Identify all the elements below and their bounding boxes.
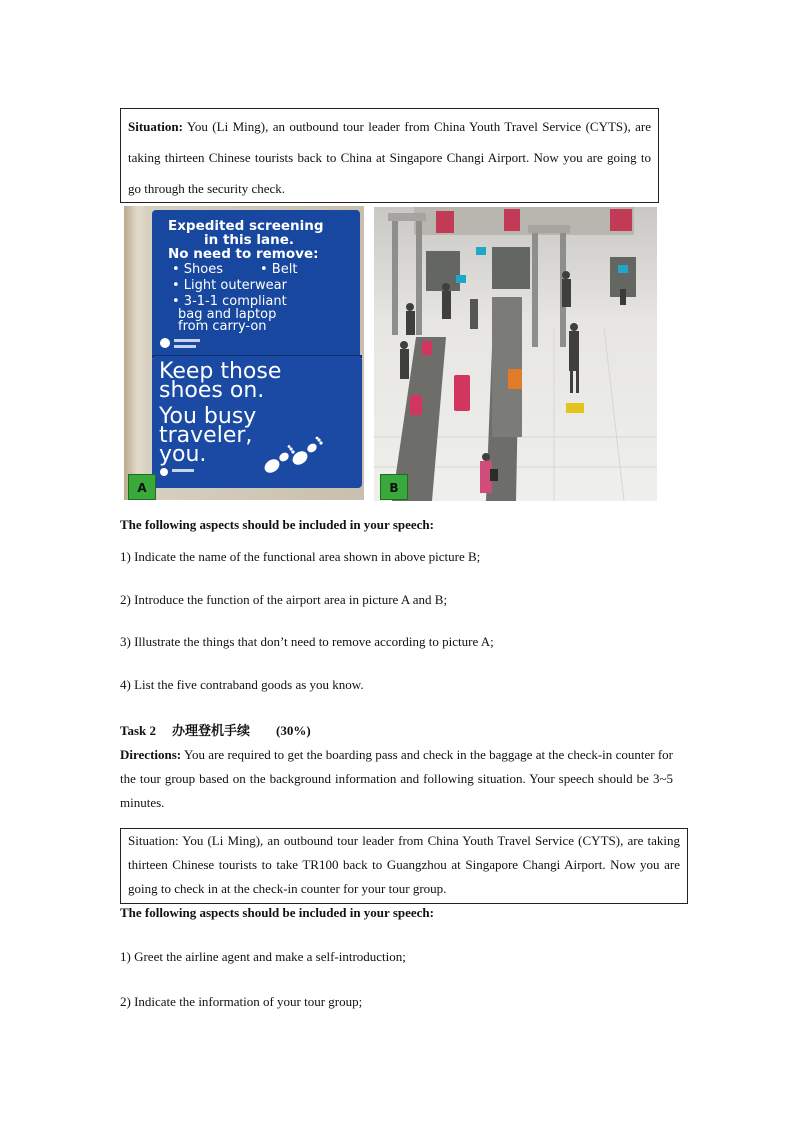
directions-label: Directions: [120, 747, 182, 762]
situation-label: Situation: [128, 119, 183, 134]
aspect-item: 1) Indicate the name of the functional area shown in above picture B; [120, 549, 481, 564]
sign-line: Keep those [159, 359, 282, 384]
task2-directions [120, 743, 673, 815]
seal-caption [174, 345, 196, 348]
aspect-item: 3) Illustrate the things that don’t need to remove according to picture A; [120, 634, 494, 649]
aspect-item: 1) Greet the airline agent and make a self-introduction; [120, 949, 406, 964]
sign-line: shoes on. [159, 378, 265, 403]
seal-caption [172, 469, 194, 472]
sign-line: you. [159, 442, 207, 467]
situation-box [120, 108, 659, 203]
aspects-heading: The following aspects should be included in your speech: [120, 517, 434, 532]
picture-b-label: B [380, 474, 408, 500]
task2-heading [120, 720, 311, 739]
sign-line: • Light outerwear [172, 278, 287, 293]
aspect-item: 2) Introduce the function of the airport area in picture A and B; [120, 592, 448, 607]
seal-caption [174, 339, 200, 342]
picture-b [374, 207, 657, 501]
sign-line: from carry-on [178, 319, 267, 334]
picture-a [124, 206, 364, 500]
tsa-seal-icon [160, 468, 168, 476]
sign-line: • Shoes [172, 262, 224, 277]
situation-2-text: Situation: You (Li Ming), an outbound tour leader from China Youth Travel Service (CYTS), are taking thirteen Chinese tourists to take TR100 back to Guangzhou at Singapore Changi Airport. Now you are going to check in at the check-in counter for your tour group. [128, 833, 680, 896]
sign-line: No need to remove: [168, 246, 319, 262]
directions-text: You are required to get the boarding pass and check in the baggage at the check-in counter for the tour group based on the background information and following situation. Your speech should be 3~5 minutes. [120, 747, 673, 810]
sign-line: Expedited screening [168, 218, 324, 234]
picture-a-label: A [128, 474, 156, 500]
sign-line: • Belt [260, 262, 298, 277]
security-checkpoint-photo [374, 207, 657, 501]
aspect-item: 2) Indicate the information of your tour group; [120, 994, 363, 1009]
aspects-heading-2: The following aspects should be included in your speech: [120, 905, 434, 920]
sign-line: in this lane. [204, 232, 294, 248]
situation-box-2 [120, 828, 688, 904]
task2-title-cn: 办理登机手续 [172, 724, 251, 739]
task2-weight: (30%) [276, 723, 311, 738]
aspect-item: 4) List the five contraband goods as you know. [120, 677, 364, 692]
sign-line: • 3-1-1 compliant [172, 294, 287, 309]
tsa-seal-icon [160, 338, 170, 348]
situation-text: You (Li Ming), an outbound tour leader from China Youth Travel Service (CYTS), are taking thirteen Chinese tourists back to China at Singapore Changi Airport. Now you are going to go through the security check. [128, 119, 651, 196]
sign-line: bag and laptop [178, 307, 277, 322]
sign-line: traveler, [159, 423, 253, 448]
task2-title: Task 2 [120, 723, 157, 738]
footprints-icon [254, 434, 334, 478]
sign-line: You busy [159, 404, 257, 429]
